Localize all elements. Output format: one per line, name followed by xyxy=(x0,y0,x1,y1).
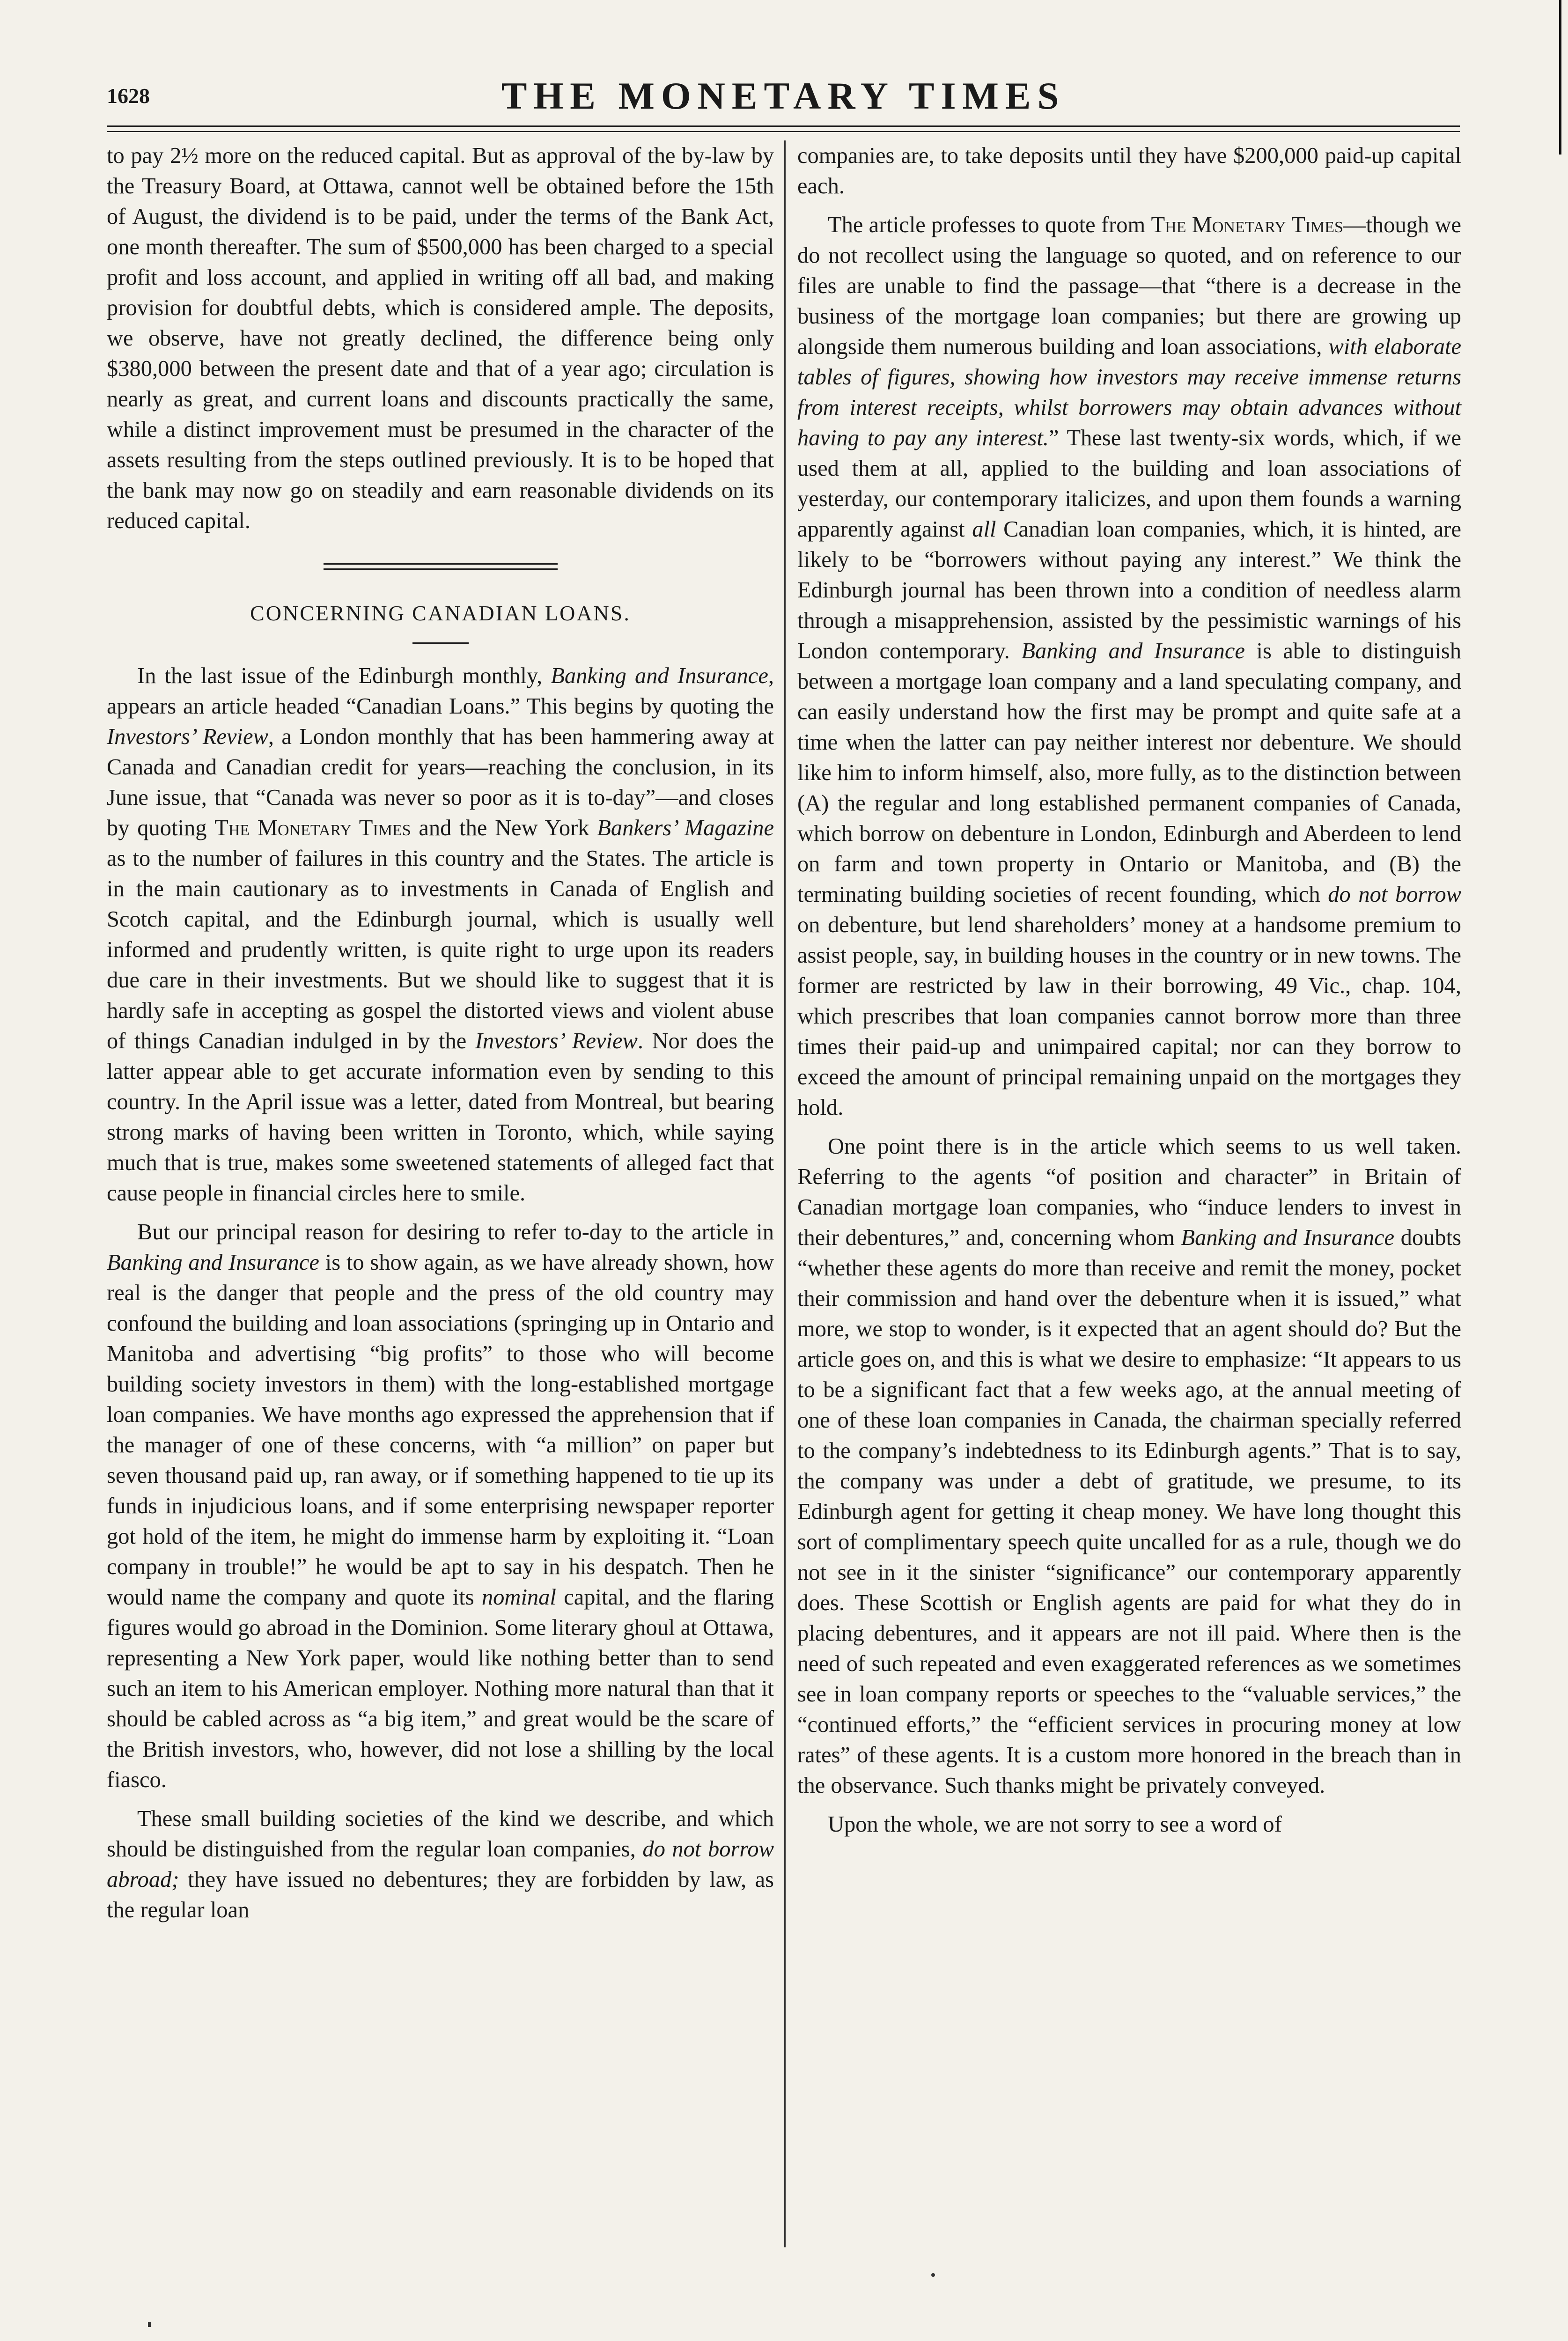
right-paragraph-2: The article professes to quote from The Monetary Times—though we do not recollect using the language so quoted, and on reference to our files are unable to find the passage—that “there is a decrease in the business of the mortgage loan companies; but there are growing up alongside them numerous building and loan associations, with elaborate tables of figures, showing how investors may receive immense returns from interest receipts, whilst borrowers may obtain advances without having to pay any interest.” These last twenty-six words, which, if we used them at all, applied to the building and loan associations of yesterday, our contemporary italicizes, and upon them founds a warning apparently against all Canadian loan companies, which, it is hinted, are likely to be “borrowers without paying any interest.” We think the Edinburgh journal has been thrown into a condition of needless alarm through a misapprehension, assisted by the pessimistic warnings of his London contemporary. Banking and Insurance is able to distinguish between a mortgage loan company and a land speculating company, and can easily understand how the first may be prompt and quite safe at a time when the latter can pay neither interest nor debenture. We should like him to inform himself, also, more fully, as to the distinction between (A) the regular and long established permanent companies of Canada, which borrow on debenture in London, Edinburgh and Aberdeen to lend on farm and town property in Ontario or Manitoba, and (B) the terminating building societies of recent founding, which do not borrow on debenture, but lend shareholders’ money at a handsome premium to assist people, say, in building houses in the country or in new towns. The former are restricted by law in their borrowing, 49 Vic., chap. 104, which prescribes that loan companies cannot borrow more than three times their paid-up and unimpaired capital; nor can they borrow to exceed the amount of principal remaining unpaid on the mortgages they hold. xyxy=(797,213,1461,1120)
page-header xyxy=(107,74,1460,125)
left-column xyxy=(107,140,774,1925)
masthead-title: THE MONETARY TIMES xyxy=(501,74,1066,117)
print-speck-2 xyxy=(148,2322,151,2327)
print-speck xyxy=(931,2273,935,2277)
page-number: 1628 xyxy=(107,84,150,108)
left-paragraph-2: In the last issue of the Edinburgh monthly, Banking and Insurance, appears an article headed “Canadian Loans.” This begins by quoting the Investors’ Review, a London monthly that has been hammering away at Canada and Canadian credit for years—reaching the conclusion, in its June issue, that “Canada was never so poor as it is to-day”—and closes by quoting The Monetary Times and the New York Bankers’ Magazine as to the number of failures in this country and the States. The article is in the main cautionary as to investments in Canada of English and Scotch capital, and the Edinburgh journal, which is usually well informed and prudently written, is quite right to urge upon its readers due care in their investments. But we should like to suggest that it is hardly safe in accepting as gospel the distorted views and violent abuse of things Canadian indulged in by the Investors’ Review. Nor does the latter appear able to get accurate information even by sending to this country. In the April issue was a letter, dated from Montreal, but bearing strong marks of having been written in Toronto, which, while saying much that is true, makes some sweetened statements of alleged fact that cause people in financial circles here to smile. xyxy=(107,663,774,1206)
header-rule xyxy=(107,125,1460,127)
right-paragraph-4: Upon the whole, we are not sorry to see a word of xyxy=(828,1812,1282,1837)
right-paragraph-1: companies are, to take deposits until they have $200,000 paid-up capital each. xyxy=(797,143,1461,199)
page-edge-line xyxy=(1559,0,1561,155)
header-rule-thin xyxy=(107,131,1460,132)
left-paragraph-4: These small building societies of the kind we describe, and which should be distinguished from the regular loan companies, do not borrow abroad; they have issued no debentures; they are forbidden by law, as the regular loan xyxy=(107,1806,774,1922)
left-paragraph-1: to pay 2½ more on the reduced capital. But as approval of the by-law by the Treasury Board, at Ottawa, cannot well be obtained before the 15th of August, the dividend is to be paid, under the terms of the Bank Act, one month thereafter. The sum of $500,000 has been charged to a special profit and loss account, and applied in writing off all bad, and making provision for doubtful debts, which is considered ample. The deposits, we observe, have not greatly declined, the difference being only $380,000 between the present date and that of a year ago; circulation is nearly as great, and current loans and discounts practically the same, while a distinct improvement must be presumed in the character of the assets resulting from the steps outlined previously. It is to be hoped that the bank may now go on steadily and earn reasonable dividends on its reduced capital. xyxy=(107,143,774,533)
right-column xyxy=(797,140,1461,1840)
right-paragraph-3: One point there is in the article which seems to us well taken. Referring to the agents “of position and character” in Britain of Canadian mortgage loan companies, who “induce lenders to invest in their debentures,” and, concerning whom Banking and Insurance doubts “whether these agents do more than receive and remit the money, pocket their commission and hand over the debenture when it is issued,” what more, we stop to wonder, is it expected that an agent should do? But the article goes on, and this is what we desire to emphasize: “It appears to us to be a significant fact that a few weeks ago, at the annual meeting of one of these loan companies in Canada, the chairman specially referred to the company’s indebtedness to its Edinburgh agents.” That is to say, the company was under a debt of gratitude, we presume, to its Edinburgh agent for getting it cheap money. We have long thought this sort of complimentary speech quite uncalled for as a rule, though we do not see in it the sinister “significance” our contemporary apparently does. These Scottish or English agents are paid for what they do in placing debentures, and it appears are not ill paid. Where then is the need of such repeated and even exaggerated references as we sometimes see in loan company reports or speeches to the “valuable services,” the “continued efforts,” the “efficient services in procuring money at low rates” of these agents. It is a custom more honored in the breach than in the observance. Such thanks might be privately conveyed. xyxy=(797,1134,1461,1798)
column-divider xyxy=(784,140,786,2247)
left-paragraph-3: But our principal reason for desiring to refer to-day to the article in Banking and Insurance is to show again, as we have already shown, how real is the danger that people and the press of the old country may confound the building and loan associations (springing up in Ontario and Manitoba and advertising “big profits” to those who will become building society investors in them) with the long-established mortgage loan companies. We have months ago expressed the apprehension that if the manager of one of these concerns, with “a million” on paper but seven thousand paid up, ran away, or if something happened to tie up its funds in injudicious loans, and if some enterprising newspaper reporter got hold of the item, he might do immense harm by exploiting it. “Loan company in trouble!” he would be apt to say in his despatch. Then he would name the company and quote its nominal capital, and the flaring figures would go abroad in the Dominion. Some literary ghoul at Ottawa, representing a New York paper, would like nothing better than to send such an item to his American employer. Nothing more natural than that it should be cabled across as “a big item,” and great would be the scare of the British investors, who, however, did not lose a shilling by the local fiasco. xyxy=(107,1220,774,1792)
section-short-rule xyxy=(412,642,469,644)
section-title: CONCERNING CANADIAN LOANS. xyxy=(250,601,631,625)
section-double-rule xyxy=(324,563,558,570)
